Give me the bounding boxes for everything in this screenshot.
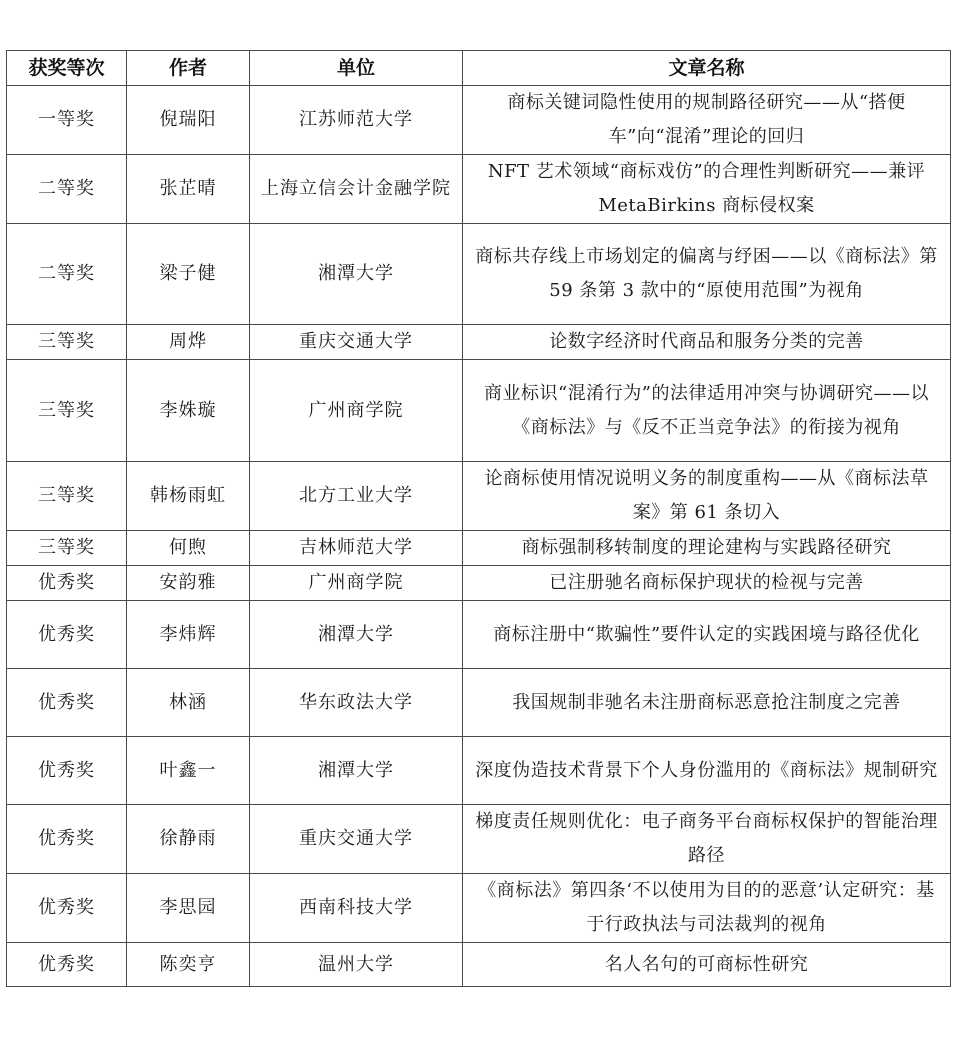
article-title: 我国规制非驰名未注册商标恶意抢注制度之完善 bbox=[463, 669, 951, 737]
article-title: 商标强制移转制度的理论建构与实践路径研究 bbox=[463, 531, 951, 566]
table-row bbox=[7, 737, 951, 805]
author-unit: 湘潭大学 bbox=[250, 737, 463, 805]
article-title: 梯度责任规则优化：电子商务平台商标权保护的智能治理路径 bbox=[463, 805, 951, 874]
author-unit: 广州商学院 bbox=[250, 360, 463, 462]
author-name: 何煦 bbox=[127, 531, 250, 566]
header-author: 作者 bbox=[127, 51, 250, 86]
table-row bbox=[7, 531, 951, 566]
awards-table bbox=[6, 50, 951, 987]
author-name: 梁子健 bbox=[127, 224, 250, 325]
article-title: 商标共存线上市场划定的偏离与纾困——以《商标法》第 59 条第 3 款中的“原使用范围”为视角 bbox=[463, 224, 951, 325]
award-rank: 三等奖 bbox=[7, 325, 127, 360]
author-unit: 华东政法大学 bbox=[250, 669, 463, 737]
award-rank: 优秀奖 bbox=[7, 805, 127, 874]
table-row bbox=[7, 462, 951, 531]
author-unit: 西南科技大学 bbox=[250, 874, 463, 943]
article-title: 论数字经济时代商品和服务分类的完善 bbox=[463, 325, 951, 360]
table-header-row bbox=[7, 51, 951, 86]
author-name: 李炜辉 bbox=[127, 601, 250, 669]
author-name: 陈奕亨 bbox=[127, 943, 250, 987]
table-row bbox=[7, 669, 951, 737]
author-name: 张芷晴 bbox=[127, 155, 250, 224]
author-unit: 北方工业大学 bbox=[250, 462, 463, 531]
header-unit: 单位 bbox=[250, 51, 463, 86]
award-rank: 三等奖 bbox=[7, 531, 127, 566]
table-row bbox=[7, 601, 951, 669]
author-unit: 重庆交通大学 bbox=[250, 325, 463, 360]
article-title: 名人名句的可商标性研究 bbox=[463, 943, 951, 987]
awards-table-container bbox=[6, 50, 950, 987]
author-unit: 湘潭大学 bbox=[250, 224, 463, 325]
award-rank: 优秀奖 bbox=[7, 566, 127, 601]
author-unit: 温州大学 bbox=[250, 943, 463, 987]
award-rank: 优秀奖 bbox=[7, 601, 127, 669]
award-rank: 二等奖 bbox=[7, 155, 127, 224]
author-unit: 重庆交通大学 bbox=[250, 805, 463, 874]
article-title: 已注册驰名商标保护现状的检视与完善 bbox=[463, 566, 951, 601]
author-unit: 广州商学院 bbox=[250, 566, 463, 601]
article-title: 商标关键词隐性使用的规制路径研究——从“搭便车”向“混淆”理论的回归 bbox=[463, 86, 951, 155]
article-title: 深度伪造技术背景下个人身份滥用的《商标法》规制研究 bbox=[463, 737, 951, 805]
award-rank: 一等奖 bbox=[7, 86, 127, 155]
author-name: 倪瑞阳 bbox=[127, 86, 250, 155]
author-name: 李姝璇 bbox=[127, 360, 250, 462]
article-title: 商标注册中“欺骗性”要件认定的实践困境与路径优化 bbox=[463, 601, 951, 669]
table-row bbox=[7, 943, 951, 987]
author-unit: 江苏师范大学 bbox=[250, 86, 463, 155]
table-row bbox=[7, 805, 951, 874]
article-title: 论商标使用情况说明义务的制度重构——从《商标法草案》第 61 条切入 bbox=[463, 462, 951, 531]
award-rank: 优秀奖 bbox=[7, 943, 127, 987]
award-rank: 优秀奖 bbox=[7, 874, 127, 943]
author-name: 李思园 bbox=[127, 874, 250, 943]
table-row bbox=[7, 325, 951, 360]
article-title: 《商标法》第四条‘不以使用为目的的恶意’认定研究：基于行政执法与司法裁判的视角 bbox=[463, 874, 951, 943]
table-row bbox=[7, 224, 951, 325]
award-rank: 三等奖 bbox=[7, 462, 127, 531]
author-name: 周烨 bbox=[127, 325, 250, 360]
table-row bbox=[7, 360, 951, 462]
article-title: NFT 艺术领域“商标戏仿”的合理性判断研究——兼评 MetaBirkins 商标侵权案 bbox=[463, 155, 951, 224]
award-rank: 二等奖 bbox=[7, 224, 127, 325]
award-rank: 优秀奖 bbox=[7, 737, 127, 805]
header-rank: 获奖等次 bbox=[7, 51, 127, 86]
author-name: 徐静雨 bbox=[127, 805, 250, 874]
author-unit: 吉林师范大学 bbox=[250, 531, 463, 566]
author-unit: 湘潭大学 bbox=[250, 601, 463, 669]
table-row bbox=[7, 155, 951, 224]
award-rank: 优秀奖 bbox=[7, 669, 127, 737]
author-name: 林涵 bbox=[127, 669, 250, 737]
author-unit: 上海立信会计金融学院 bbox=[250, 155, 463, 224]
table-row bbox=[7, 874, 951, 943]
author-name: 叶鑫一 bbox=[127, 737, 250, 805]
header-title: 文章名称 bbox=[463, 51, 951, 86]
award-rank: 三等奖 bbox=[7, 360, 127, 462]
table-row bbox=[7, 566, 951, 601]
author-name: 安韵雅 bbox=[127, 566, 250, 601]
table-row bbox=[7, 86, 951, 155]
article-title: 商业标识“混淆行为”的法律适用冲突与协调研究——以《商标法》与《反不正当竞争法》的衔接为视角 bbox=[463, 360, 951, 462]
author-name: 韩杨雨虹 bbox=[127, 462, 250, 531]
